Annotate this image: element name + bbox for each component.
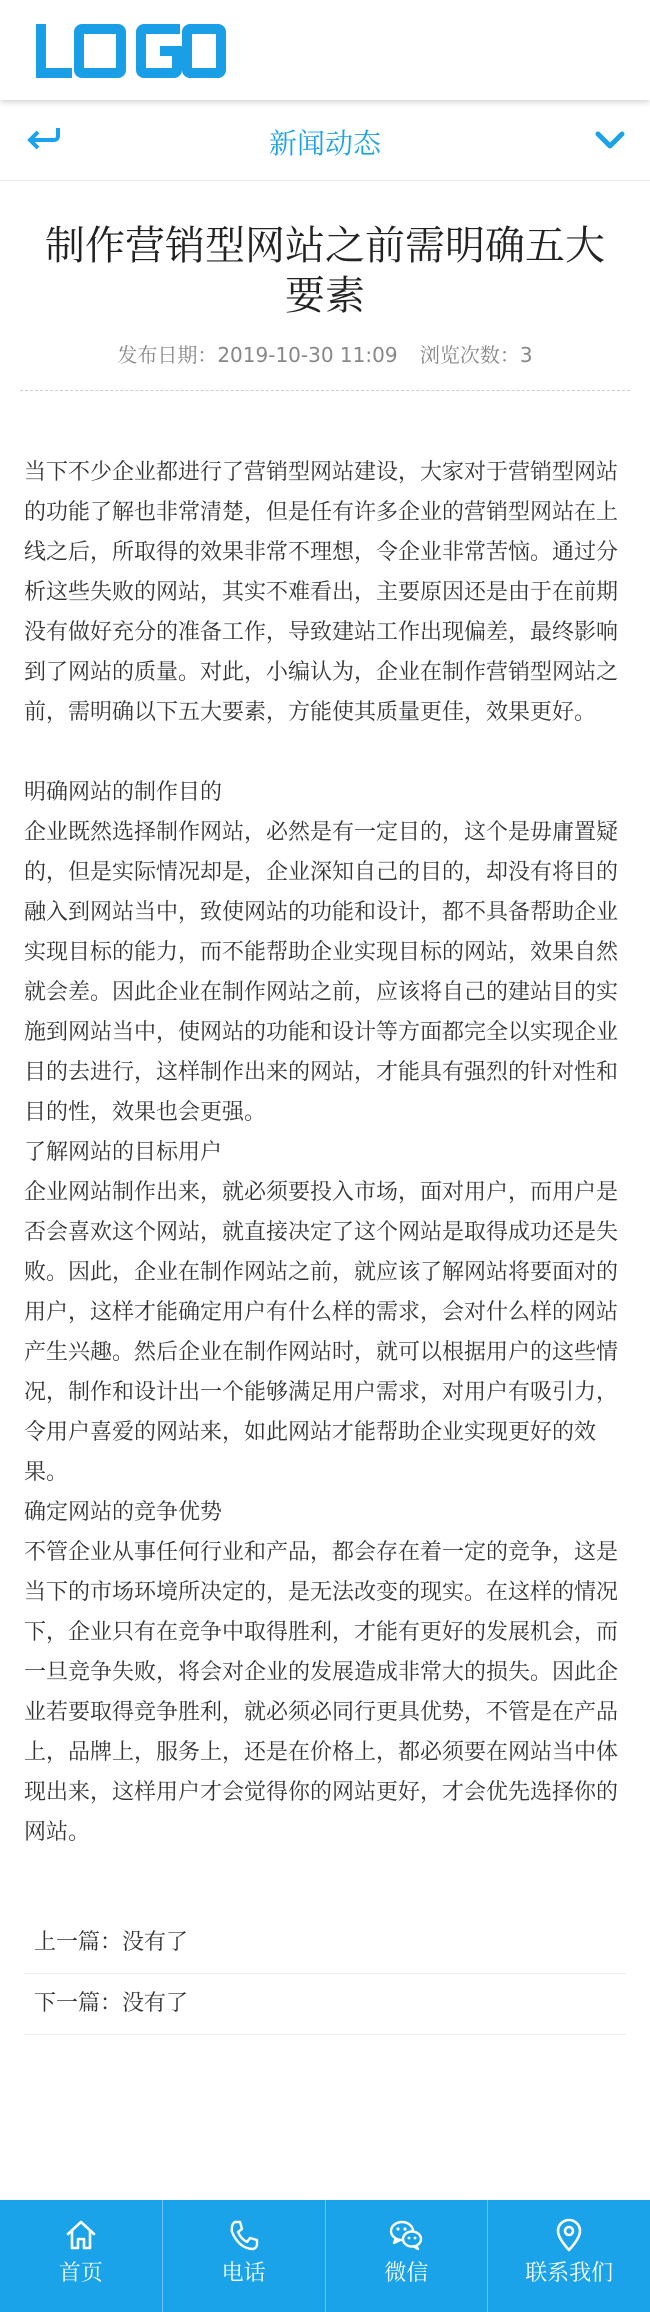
publish-label: 发布日期： — [117, 343, 218, 367]
home-icon — [64, 2218, 98, 2252]
section-paragraph: 企业网站制作出来，就必须要投入市场，面对用户，而用户是否会喜欢这个网站，就直接决定了这个网站是取得成功还是失败。因此，企业在制作网站之前，就应该了解网站将要面对的用户，这样才能确定用户有什么样的需求，会对什么样的网站产生兴趣。然后企业在制作网站时，就可以根据用户的这些情况，制作和设计出一个能够满足用户需求，对用户有吸引力，令用户喜爱的网站来，如此网站才能帮助企业实现更好的效果。 — [24, 1180, 619, 1485]
publish-date — [117, 343, 397, 367]
top-header — [0, 0, 650, 100]
section-paragraph: 不管企业从事任何行业和产品，都会存在着一定的竞争，这是当下的市场环境所决定的，是无法改变的现实。在这样的情况下，企业只有在竞争中取得胜利，才能有更好的发展机会，而一旦竞争失败，将会对企业的发展造成非常大的损失。因此企业若要取得竞争胜利，就必须必同行更具优势，不管是在产品上，品牌上，服务上，还是在价格上，都必须要在网站当中体现出来，这样用户才会觉得你的网站更好，才会优先选择你的网站。 — [24, 1540, 619, 1845]
tab-phone[interactable] — [162, 2200, 325, 2312]
next-article-link[interactable]: 下一篇：没有了 — [24, 1974, 626, 2035]
tab-wechat[interactable] — [325, 2200, 488, 2312]
tab-home-label: 首页 — [58, 2261, 103, 2286]
article-meta — [20, 339, 630, 368]
article-body — [20, 453, 630, 1853]
site-logo[interactable] — [36, 24, 226, 82]
section-heading: 明确网站的制作目的 — [24, 780, 223, 805]
tab-contact-label: 联系我们 — [525, 2261, 614, 2286]
publish-value: 2019-10-30 11:09 — [217, 343, 398, 367]
paragraph-gap — [24, 733, 626, 773]
chevron-down-icon[interactable] — [594, 126, 626, 154]
article — [0, 221, 650, 2035]
views-label: 浏览次数： — [419, 343, 520, 367]
tab-wechat-label: 微信 — [384, 2261, 429, 2286]
article-title: 制作营销型网站之前需明确五大要素 — [45, 223, 605, 319]
meta-divider — [20, 390, 630, 391]
tab-home[interactable] — [0, 2200, 162, 2312]
section-heading: 了解网站的目标用户 — [24, 1140, 223, 1165]
section-title: 新闻动态 — [268, 127, 381, 160]
view-count — [420, 343, 533, 367]
section-paragraph: 企业既然选择制作网站，必然是有一定目的，这个是毋庸置疑的，但是实际情况却是，企业深知自己的目的，却没有将目的融入到网站当中，致使网站的功能和设计，都不具备帮助企业实现目标的能力，而不能帮助企业实现目标的网站，效果自然就会差。因此企业在制作网站之前，应该将自己的建站目的实施到网站当中，使网站的功能和设计等方面都完全以实现企业目的去进行，这样制作出来的网站，才能具有强烈的针对性和目的性，效果也会更强。 — [24, 820, 619, 1125]
article-pager — [20, 1913, 630, 2035]
phone-icon — [227, 2218, 261, 2252]
section-heading: 确定网站的竞争优势 — [24, 1500, 223, 1525]
views-value: 3 — [519, 343, 533, 367]
wechat-icon — [388, 2218, 424, 2252]
section-nav — [0, 100, 650, 181]
logo-mark — [36, 24, 226, 78]
bottom-tabbar — [0, 2200, 650, 2312]
prev-article-link[interactable]: 上一篇：没有了 — [24, 1913, 626, 1974]
location-icon — [552, 2218, 586, 2252]
tab-phone-label: 电话 — [221, 2261, 266, 2286]
tab-contact[interactable] — [487, 2200, 650, 2312]
intro-paragraph: 当下不少企业都进行了营销型网站建设，大家对于营销型网站的功能了解也非常清楚，但是任有许多企业的营销型网站在上线之后，所取得的效果非常不理想，令企业非常苦恼。通过分析这些失败的网站，其实不难看出，主要原因还是由于在前期没有做好充分的准备工作，导致建站工作出现偏差，最终影响到了网站的质量。对此，小编认为，企业在制作营销型网站之前，需明确以下五大要素，方能使其质量更佳，效果更好。 — [24, 460, 619, 725]
